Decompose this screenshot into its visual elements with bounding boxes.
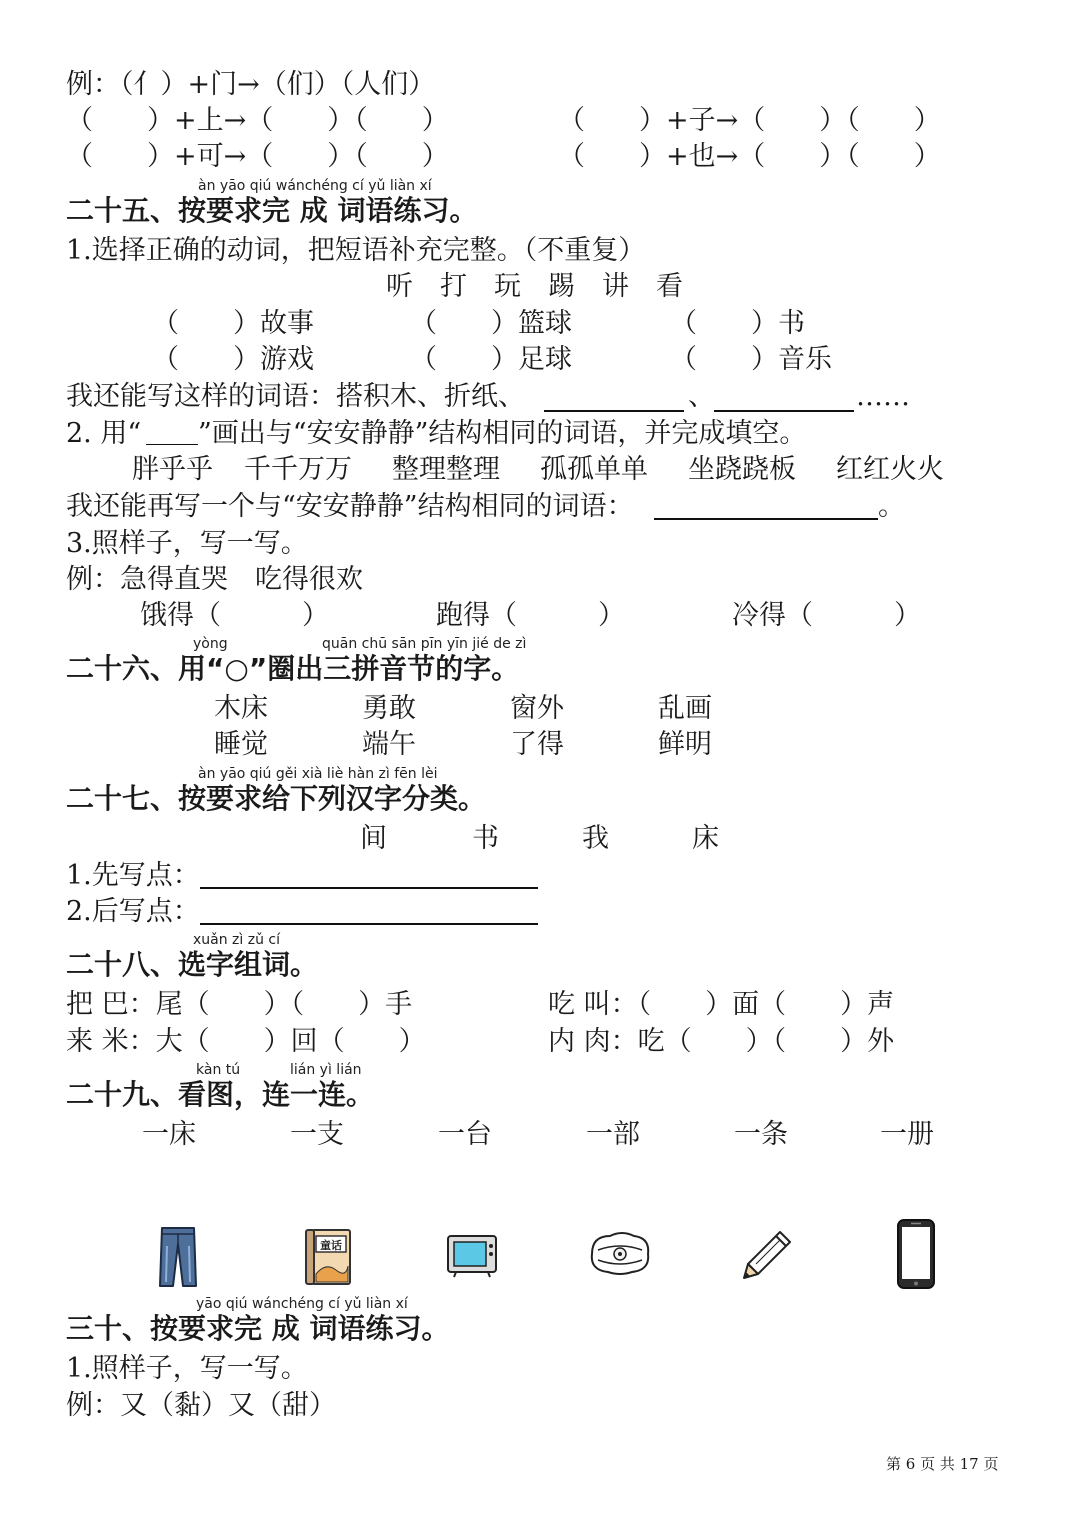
measure-word[interactable]: 一支 (290, 1119, 344, 1150)
section-pinyin: quān chū sān pīn yīn jié de zì (322, 636, 527, 652)
section-title: 二十六、用“○”圈出三拼音节的字。 (66, 652, 520, 685)
section-title: 二十八、选字组词。 (66, 948, 319, 981)
example-line: 例：急得直哭 吃得很欢 (66, 564, 363, 595)
word-option[interactable]: 胖乎乎 (132, 454, 213, 485)
word-option[interactable]: 乱画 (658, 693, 712, 724)
character: 我 (582, 823, 609, 854)
fill-row: 把 巴：尾（ ）（ ）手 (66, 989, 413, 1020)
question-text: 我还能写这样的词语：搭积木、折纸、 (66, 381, 525, 412)
word-option[interactable]: 了得 (510, 729, 564, 760)
word-option[interactable]: 木床 (214, 693, 268, 724)
question-text: 1.选择正确的动词，把短语补充完整。（不重复） (66, 235, 646, 266)
fill-row: （ ）+上→（ ）（ ） (66, 105, 449, 136)
answer-blank[interactable] (200, 923, 538, 925)
pencil-icon[interactable] (740, 1226, 796, 1282)
word-option[interactable]: 窗外 (510, 693, 564, 724)
word-option[interactable]: 勇敢 (362, 693, 416, 724)
section-pinyin: kàn tú (196, 1062, 241, 1078)
word-option[interactable]: 千千万万 (244, 454, 352, 485)
measure-word[interactable]: 一床 (142, 1119, 196, 1150)
measure-word[interactable]: 一册 (880, 1119, 934, 1150)
question-text: 1.先写点： (66, 860, 200, 891)
book-title: 童话 (320, 1239, 342, 1252)
measure-word[interactable]: 一部 (586, 1119, 640, 1150)
character: 书 (472, 823, 499, 854)
fill-row: （ ）+可→（ ）（ ） (66, 141, 449, 172)
phrase: （ ）游戏 (152, 344, 314, 375)
fill-row: 来 米：大（ ）回（ ） (66, 1026, 426, 1057)
fill-phrase: 跑得（ ） (436, 600, 625, 631)
phrase: （ ）音乐 (670, 344, 832, 375)
fill-phrase: 饿得（ ） (140, 600, 329, 631)
smartphone-icon[interactable] (896, 1218, 936, 1290)
question-text: 3.照样子，写一写。 (66, 528, 308, 559)
word-option[interactable]: 睡觉 (214, 729, 268, 760)
character: 间 (360, 823, 387, 854)
phrase: （ ）故事 (152, 308, 314, 339)
word-option[interactable]: 端午 (362, 729, 416, 760)
section-title: 二十九、看图，连一连。 (66, 1078, 375, 1111)
section-title: 二十五、按要求完 成 词语练习。 (66, 194, 478, 227)
measure-word[interactable]: 一条 (734, 1119, 788, 1150)
section-pinyin: yāo qiú wánchéng cí yǔ liàn xí (196, 1296, 408, 1312)
period: 。 (878, 491, 905, 522)
section-pinyin: àn yāo qiú gěi xià liè hàn zì fēn lèi (198, 766, 438, 782)
phrase: （ ）书 (670, 308, 805, 339)
answer-blank[interactable] (654, 518, 878, 520)
fill-phrase: 冷得（ ） (732, 600, 921, 631)
word-option[interactable]: 整理整理 (392, 454, 500, 485)
separator: 、 (688, 381, 715, 412)
section-pinyin: lián yì lián (290, 1062, 362, 1078)
example-line: 例：（亻）+门→（们）（人们） (66, 69, 436, 100)
answer-blank[interactable] (200, 887, 538, 889)
phrase: （ ）篮球 (410, 308, 572, 339)
example-line: 例：又（黏）又（甜） (66, 1390, 336, 1421)
question-text: 2.后写点： (66, 896, 200, 927)
question-text: ”画出与“安安静静”结构相同的词语，并完成填空。 (198, 418, 807, 449)
section-pinyin: yòng (193, 636, 228, 652)
jeans-icon[interactable] (158, 1226, 198, 1288)
section-pinyin: àn yāo qiú wánchéng cí yǔ liàn xí (198, 178, 432, 194)
fill-row: 吃 叫：（ ）面（ ）声 (548, 989, 895, 1020)
fill-row: （ ）+子→（ ）（ ） (558, 105, 941, 136)
fill-row: （ ）+也→（ ）（ ） (558, 141, 941, 172)
character: 床 (692, 823, 719, 854)
answer-blank[interactable] (714, 410, 854, 412)
phrase: （ ）足球 (410, 344, 572, 375)
measure-word[interactable]: 一台 (438, 1119, 492, 1150)
section-pinyin: xuǎn zì zǔ cí (193, 932, 281, 948)
underline-sample (146, 444, 198, 445)
word-bank: 听 打 玩 踢 讲 看 (386, 271, 683, 302)
storybook-icon[interactable] (302, 1226, 354, 1288)
word-option[interactable]: 红红火火 (836, 454, 944, 485)
word-option[interactable]: 鲜明 (658, 729, 712, 760)
page-number: 第 6 页 共 17 页 (886, 1455, 999, 1473)
word-option[interactable]: 坐跷跷板 (688, 454, 796, 485)
answer-blank[interactable] (544, 410, 684, 412)
question-text: 2. 用“ (66, 418, 142, 449)
fill-row: 内 肉：吃（ ）（ ）外 (548, 1026, 895, 1057)
section-title: 二十七、按要求给下列汉字分类。 (66, 782, 487, 815)
ellipsis: …… (856, 381, 910, 412)
quilt-icon[interactable] (588, 1228, 652, 1278)
television-icon[interactable] (446, 1232, 498, 1278)
question-text: 我还能再写一个与“安安静静”结构相同的词语： (66, 491, 634, 522)
word-option[interactable]: 孤孤单单 (540, 454, 648, 485)
question-text: 1.照样子，写一写。 (66, 1353, 308, 1384)
section-title: 三十、按要求完 成 词语练习。 (66, 1312, 450, 1345)
